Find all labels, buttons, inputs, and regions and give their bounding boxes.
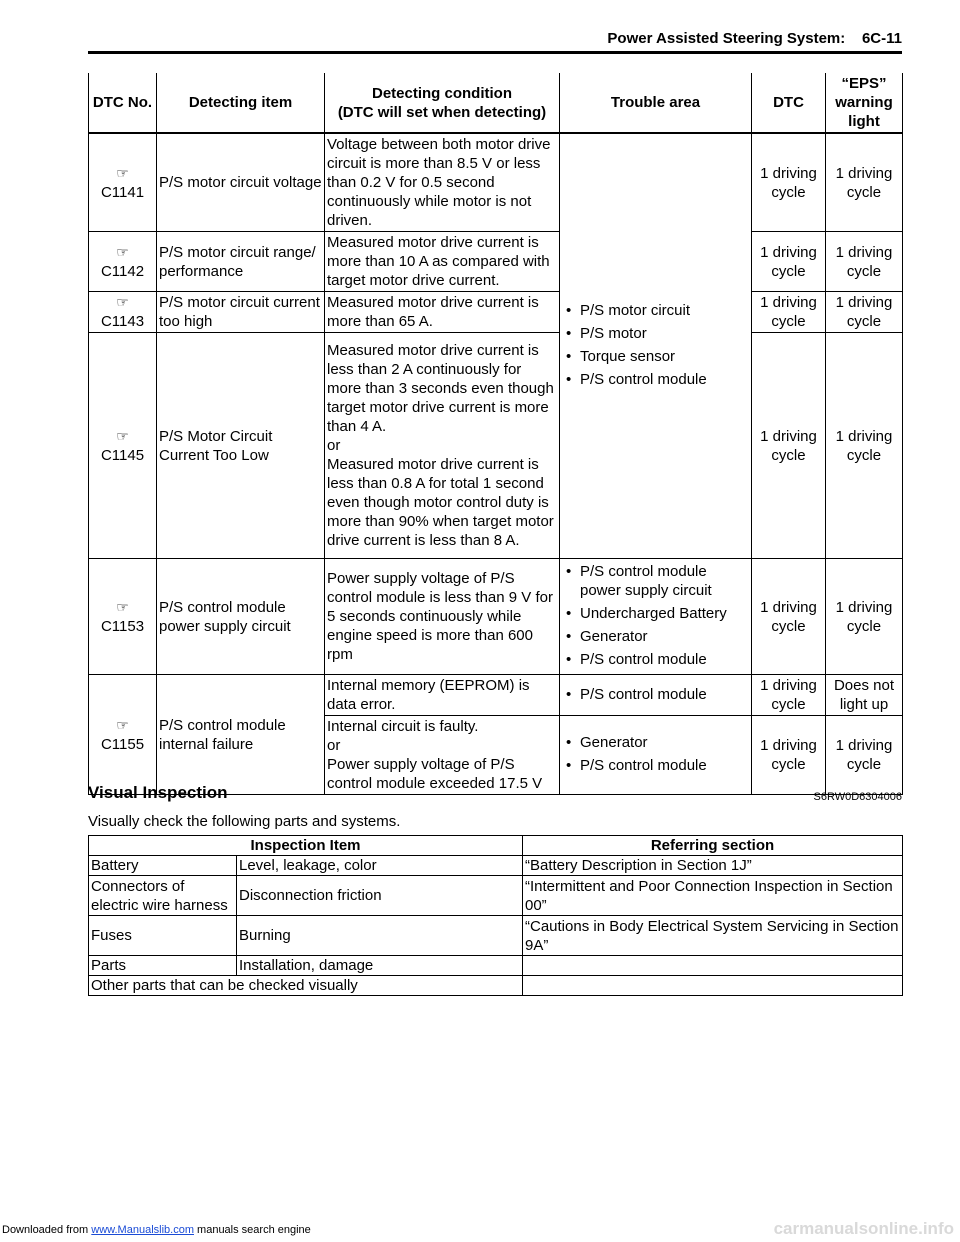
trouble-area-internal [560,716,752,795]
table-row [89,133,903,232]
trouble-area-power [560,559,752,675]
list-item: • P/S control module [564,756,749,775]
eps-light: 1 driving cycle [826,333,903,559]
detecting-item: P/S motor circuit current too high [157,292,325,333]
note-hand-icon: ☞ [116,164,129,181]
inspection-item: Battery [89,856,237,876]
dtc-link-c1153[interactable]: C1153 [100,617,145,635]
detecting-item: P/S control module internal failure [157,675,325,795]
detecting-condition: Measured motor drive current is less than 2 A continuously for more than 3 seconds even though target motor drive current is more than 4 A. or Measured motor drive current is less than 0.8 A for total 1 second even though motor control duty is more than 90% when target motor drive current is less than 8 A. [325,333,560,559]
inspection-item: Parts [89,956,237,976]
referring-section [523,956,903,976]
section-code: S6RW0D6304006 [813,791,902,803]
dtc-link-c1155[interactable]: C1155 [100,735,145,753]
dtc-link-c1141[interactable]: C1141 [100,183,145,201]
dtc-link-c1143[interactable]: C1143 [100,313,145,330]
visual-inspection-description: Visually check the following parts and systems. [88,813,401,830]
trouble-area-motor [560,133,752,559]
eps-light: 1 driving cycle [826,559,903,675]
detecting-item: P/S motor circuit range/ performance [157,232,325,292]
table-row [89,675,903,716]
eps-light: 1 driving cycle [826,292,903,333]
note-hand-icon: ☞ [116,598,129,615]
list-item: • P/S motor [564,324,749,343]
dtc-cycle: 1 driving cycle [752,716,826,795]
inspection-detail: Level, leakage, color [237,856,523,876]
inspection-item: Connectors of electric wire harness [89,876,237,916]
section-title: Power Assisted Steering System: [607,30,846,47]
table-row [89,876,903,916]
header-rule [88,51,902,54]
list-item: • Generator [564,733,749,752]
referring-section [523,976,903,996]
trouble-area-eeprom [560,675,752,716]
table-row [89,559,903,675]
table-row [89,976,903,996]
table-row [89,856,903,876]
footer-suffix: manuals search engine [193,1224,311,1236]
detecting-condition: Measured motor drive current is more than 10 A as compared with target motor drive current. [325,232,560,292]
referring-section: “Battery Description in Section 1J” [523,856,903,876]
header-detecting-item: Detecting item [157,73,325,133]
eps-light: 1 driving cycle [826,133,903,232]
list-item: • P/S control module power supply circuit [564,562,749,600]
table-row [89,333,903,559]
header-trouble-area: Trouble area [560,73,752,133]
referring-section: “Intermittent and Poor Connection Inspection in Section 00” [523,876,903,916]
note-hand-icon: ☞ [116,716,129,733]
detecting-item: P/S Motor Circuit Current Too Low [157,333,325,559]
page-number: 6C-11 [861,30,902,47]
inspection-detail: Burning [237,916,523,956]
detecting-condition: Measured motor drive current is more than 65 A. [325,292,560,333]
table-row [89,956,903,976]
detecting-condition: Power supply voltage of P/S control module is less than 9 V for 5 seconds continuously while engine speed is more than 600 rpm [325,559,560,675]
inspection-detail: Disconnection friction [237,876,523,916]
detecting-condition: Internal circuit is faulty. or Power supply voltage of P/S control module exceeded 17.5 V [325,716,560,795]
table-row [89,232,903,292]
referring-section: “Cautions in Body Electrical System Servicing in Section 9A” [523,916,903,956]
watermark: carmanualsonline.info [773,1219,954,1238]
dtc-cycle: 1 driving cycle [752,675,826,716]
page-header [88,30,902,47]
table-row [89,916,903,956]
manualslib-link[interactable]: www.Manualslib.com [91,1224,194,1236]
list-item: • P/S control module [564,650,749,669]
inspection-detail: Installation, damage [237,956,523,976]
detecting-item: P/S motor circuit voltage [157,133,325,232]
header-inspection-item: Inspection Item [89,836,523,856]
inspection-item: Other parts that can be checked visually [89,976,523,996]
list-item: • P/S motor circuit [564,301,749,320]
dtc-cycle: 1 driving cycle [752,232,826,292]
detecting-item: P/S control module power supply circuit [157,559,325,675]
header-referring-section: Referring section [523,836,903,856]
eps-light: Does not light up [826,675,903,716]
detecting-condition: Internal memory (EEPROM) is data error. [325,675,560,716]
download-footer [2,1224,311,1236]
dtc-link-c1142[interactable]: C1142 [100,262,145,280]
dtc-cycle: 1 driving cycle [752,292,826,333]
header-dtc-no: DTC No. [89,73,157,133]
note-hand-icon: ☞ [116,294,129,310]
header-detecting-condition: Detecting condition (DTC will set when detecting) [325,73,560,133]
dtc-cycle: 1 driving cycle [752,133,826,232]
header-dtc: DTC [752,73,826,133]
eps-light: 1 driving cycle [826,232,903,292]
dtc-table [88,73,903,795]
visual-inspection-title: Visual Inspection [88,783,228,802]
detecting-condition: Voltage between both motor drive circuit is more than 8.5 V or less than 0.2 V for 0.5 second continuously while motor is not driven. [325,133,560,232]
dtc-link-c1145[interactable]: C1145 [100,446,145,464]
dtc-cycle: 1 driving cycle [752,333,826,559]
list-item: • Torque sensor [564,347,749,366]
note-hand-icon: ☞ [116,243,129,260]
list-item: • P/S control module [564,370,749,389]
list-item: • P/S control module [564,685,749,704]
header-eps-light: “EPS” warning light [826,73,903,133]
footer-prefix: Downloaded from [2,1224,92,1236]
eps-light: 1 driving cycle [826,716,903,795]
dtc-header-row [89,73,903,133]
dtc-cycle: 1 driving cycle [752,559,826,675]
list-item: • Undercharged Battery [564,604,749,623]
inspection-item: Fuses [89,916,237,956]
list-item: • Generator [564,627,749,646]
table-row [89,292,903,333]
inspection-table [88,835,903,996]
note-hand-icon: ☞ [116,427,129,444]
inspection-header-row [89,836,903,856]
